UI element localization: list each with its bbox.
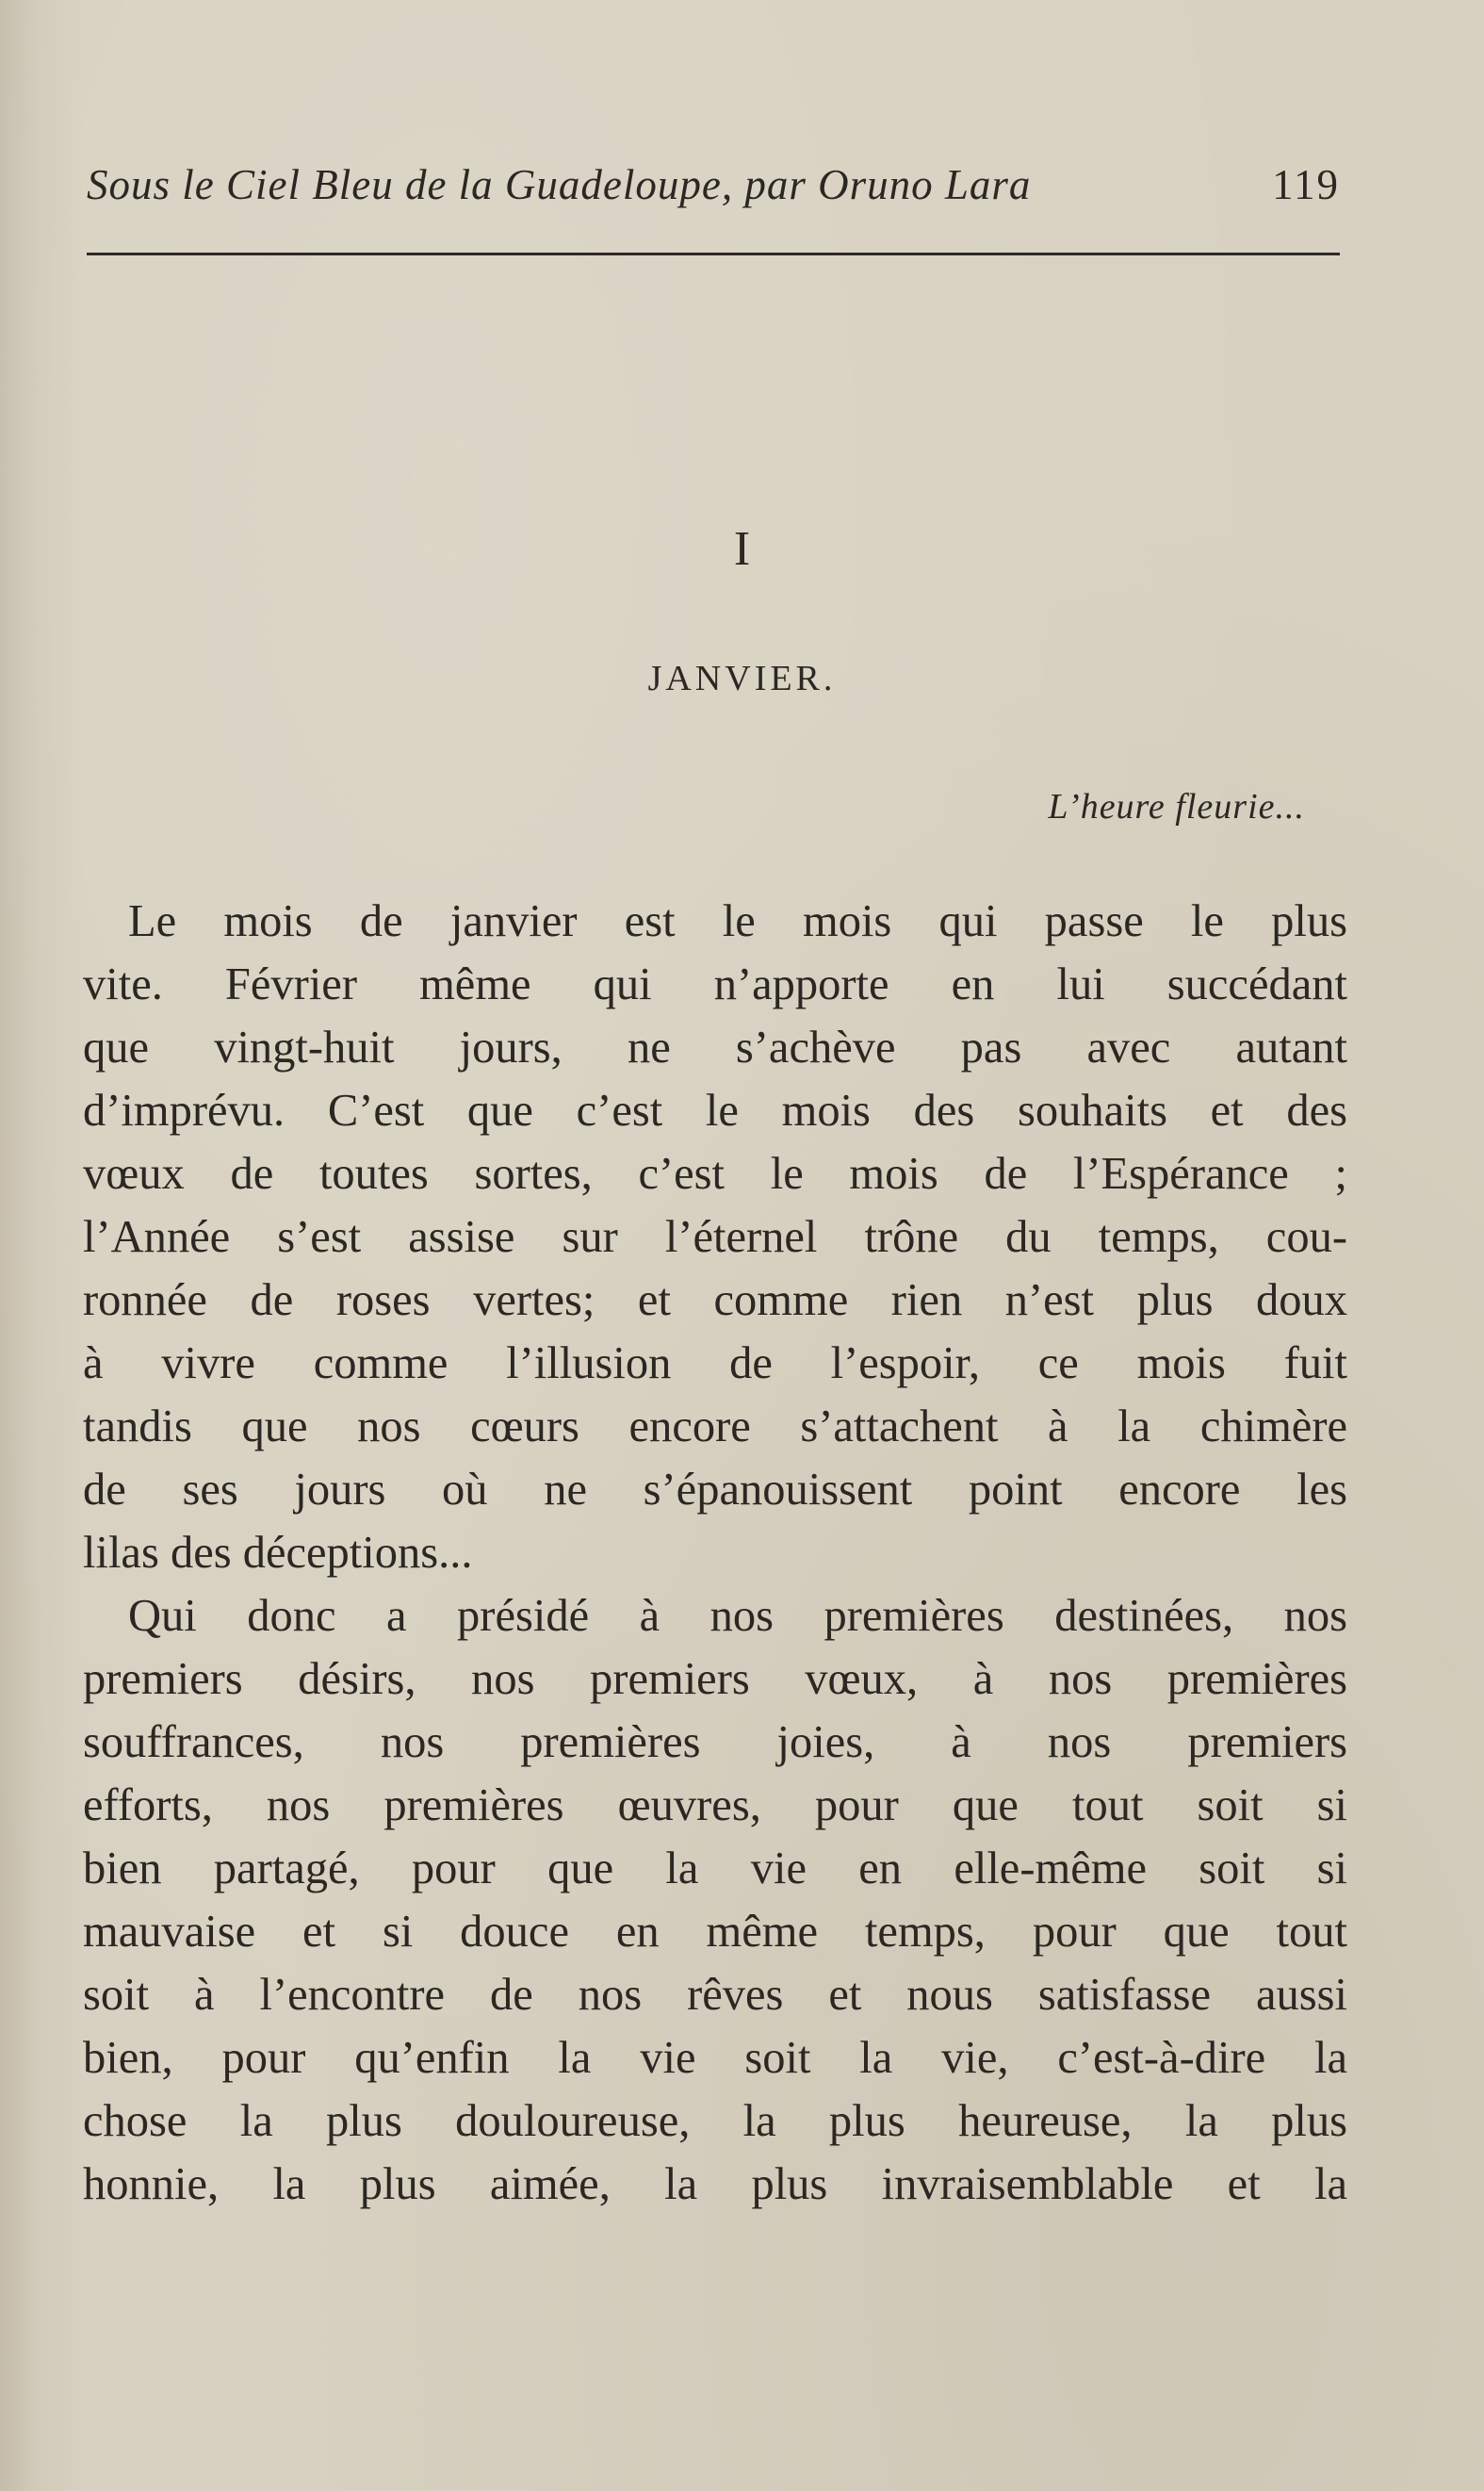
chapter-number: I <box>733 522 751 576</box>
chapter-title: JANVIER. <box>647 659 837 698</box>
text-line: bien, pour qu’enfin la vie soit la vie, c’est-à-dire la <box>83 2033 1347 2083</box>
epigraph: L’heure fleurie... <box>1048 787 1305 827</box>
running-title: Sous le Ciel Bleu de la Guadeloupe, par Oruno Lara <box>87 161 1032 208</box>
text-line: ronnée de roses vertes; et comme rien n’est plus doux <box>83 1275 1347 1325</box>
text-line: chose la plus douloureuse, la plus heureuse, la plus <box>83 2096 1347 2146</box>
text-line: de ses jours où ne s’épanouissent point encore les <box>83 1465 1347 1515</box>
text-line: d’imprévu. C’est que c’est le mois des souhaits et des <box>83 1086 1347 1136</box>
text-line: lilas des déceptions... <box>83 1528 473 1578</box>
body-text <box>83 890 1347 2216</box>
text-line: soit à l’encontre de nos rêves et nous satisfasse aussi <box>83 1970 1347 2020</box>
text-line: efforts, nos premières œuvres, pour que tout soit si <box>83 1780 1347 1830</box>
text-line: l’Année s’est assise sur l’éternel trône du temps, cou- <box>83 1212 1347 1262</box>
text-line: mauvaise et si douce en même temps, pour que tout <box>83 1907 1347 1957</box>
text-line: vœux de toutes sortes, c’est le mois de l’Espérance ; <box>83 1149 1347 1199</box>
text-line: premiers désirs, nos premiers vœux, à nos premières <box>83 1654 1347 1704</box>
page-number: 119 <box>1272 161 1340 208</box>
text-line: vite. Février même qui n’apporte en lui succédant <box>83 959 1347 1009</box>
text-line: que vingt-huit jours, ne s’achève pas avec autant <box>83 1023 1347 1073</box>
text-line: honnie, la plus aimée, la plus invraisemblable et la <box>83 2159 1347 2209</box>
text-line: Le mois de janvier est le mois qui passe le plus <box>128 896 1347 946</box>
text-line: Qui donc a présidé à nos premières destinées, nos <box>128 1591 1347 1641</box>
text-line: souffrances, nos premières joies, à nos premiers <box>83 1717 1347 1767</box>
header-rule <box>87 253 1340 255</box>
paragraph <box>83 1584 1347 2216</box>
running-head <box>87 156 1340 213</box>
text-line: bien partagé, pour que la vie en elle-même soit si <box>83 1844 1347 1893</box>
text-line: à vivre comme l’illusion de l’espoir, ce mois fuit <box>83 1338 1347 1388</box>
paragraph <box>83 890 1347 1584</box>
text-line: tandis que nos cœurs encore s’attachent à la chimère <box>83 1401 1347 1451</box>
